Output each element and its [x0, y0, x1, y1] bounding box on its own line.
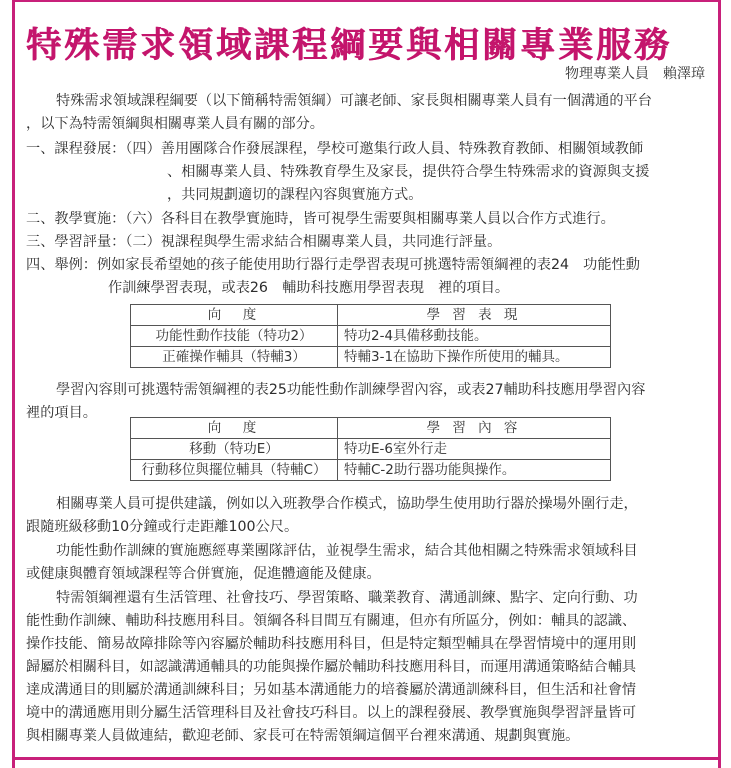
- table-cell-dimension: 行動移位與擺位輔具（特輔C）: [131, 460, 338, 481]
- para4-line-2: 或健康與體育領域課程等合併實施，促進體適能及健康。: [26, 566, 381, 582]
- table-cell-content: 特輔C-2助行器功能與操作。: [338, 460, 611, 481]
- table-row: [131, 460, 611, 481]
- table-header-row: [131, 418, 611, 439]
- table-header-row: [131, 305, 611, 326]
- page-frame-right: [718, 0, 721, 768]
- author-line: 物理專業人員 賴澤璋: [565, 66, 705, 82]
- table-cell-content: 特功E-6室外行走: [338, 439, 611, 460]
- table-cell-performance: 特功2-4具備移動技能。: [338, 326, 611, 347]
- table-learning-content: [130, 417, 611, 481]
- table-header-cell: 向 度: [131, 418, 338, 439]
- table-cell-dimension: 移動（特功E）: [131, 439, 338, 460]
- table-cell-performance: 特輔3-1在協助下操作所使用的輔具。: [338, 347, 611, 368]
- para5-line-3: 操作技能、簡易故障排除等內容屬於輔助科技應用科目，但是特定類型輔具在學習情境中的運用則: [26, 636, 637, 652]
- table-header-cell: 向 度: [131, 305, 338, 326]
- table-header-cell: 學 習 內 容: [338, 418, 611, 439]
- page-frame-top: [12, 0, 720, 2]
- para5-line-5: 達成溝通目的則屬於溝通訓練科目；另如基本溝通能力的培養屬於溝通訓練科目，但生活和社會情: [26, 682, 637, 698]
- para3-line-1: 相關專業人員可提供建議，例如以入班教學合作模式，協助學生使用助行器於操場外圍行走，: [56, 496, 638, 512]
- para3-line-2: 跟隨班級移動10分鐘或行走距離100公尺。: [26, 519, 299, 535]
- para4-line-1: 功能性動作訓練的實施應經專業團隊評估，並視學生需求，結合其他相關之特殊需求領域科目: [56, 543, 638, 559]
- table-row: [131, 326, 611, 347]
- table-cell-dimension: 功能性動作技能（特功2）: [131, 326, 338, 347]
- item3-line: 三、學習評量：（二）視課程與學生需求結合相關專業人員，共同進行評量。: [26, 234, 502, 250]
- page-frame-bottom: [12, 757, 721, 760]
- item4-line-1: 四、舉例：例如家長希望她的孩子能使用助行器行走學習表現可挑選特需領綱裡的表24 功能性動: [26, 257, 640, 273]
- para5-line-2: 能性動作訓練、輔助科技應用科目。領綱各科目間互有關連，但亦有所區分，例如：輔具的認識、: [26, 613, 637, 629]
- page-frame-left: [12, 0, 15, 768]
- intro-line-1: 特殊需求領域課程綱要（以下簡稱特需領綱）可讓老師、家長與相關專業人員有一個溝通的平台: [56, 93, 652, 109]
- para2-line-1: 學習內容則可挑選特需領綱裡的表25功能性動作訓練學習內容，或表27輔助科技應用學習內容: [56, 382, 646, 398]
- para5-line-4: 歸屬於相關科目，如認識溝通輔具的功能與操作屬於輔助科技應用科目，而運用溝通策略結合輔具: [26, 659, 637, 675]
- table-header-cell: 學 習 表 現: [338, 305, 611, 326]
- item1-line-2: 、相關專業人員、特殊教育學生及家長，提供符合學生特殊需求的資源與支援: [167, 164, 650, 180]
- item2-line: 二、教學實施：（六）各科目在教學實施時，皆可視學生需要與相關專業人員以合作方式進行。: [26, 211, 615, 227]
- item4-line-2: 作訓練學習表現，或表26 輔助科技應用學習表現 裡的項目。: [108, 280, 510, 296]
- table-row: [131, 439, 611, 460]
- page-title: 特殊需求領域課程綱要與相關專業服務: [26, 26, 673, 66]
- item1-line-1: 一、課程發展：（四）善用團隊合作發展課程，學校可邀集行政人員、特殊教育教師、相關領域教師: [26, 141, 644, 157]
- table-learning-performance: [130, 304, 611, 368]
- para2-line-2: 裡的項目。: [26, 405, 97, 421]
- intro-line-2: ，以下為特需領綱與相關專業人員有關的部分。: [26, 116, 324, 132]
- para5-line-6: 境中的溝通應用則分屬生活管理科目及社會技巧科目。以上的課程發展、教學實施與學習評量皆可: [26, 705, 637, 721]
- table-row: [131, 347, 611, 368]
- para5-line-7: 與相關專業人員做連結，歡迎老師、家長可在特需領綱這個平台裡來溝通、規劃與實施。: [26, 728, 580, 744]
- table-cell-dimension: 正確操作輔具（特輔3）: [131, 347, 338, 368]
- para5-line-1: 特需領綱裡還有生活管理、社會技巧、學習策略、職業教育、溝通訓練、點字、定向行動、功: [56, 590, 638, 606]
- item1-line-3: ，共同規劃適切的課程內容與實施方式。: [167, 187, 423, 203]
